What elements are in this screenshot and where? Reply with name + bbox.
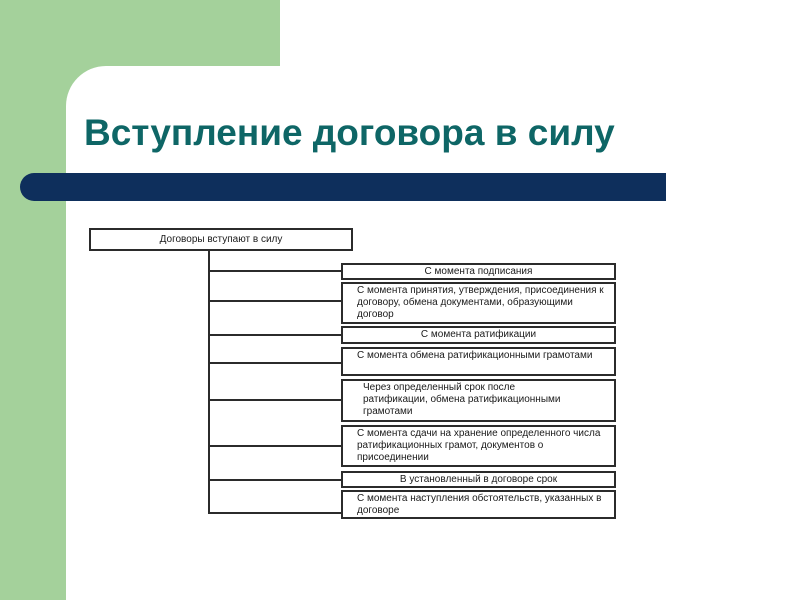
entry-label: С момента подписания	[424, 266, 533, 277]
treaty-entry-diagram	[86, 226, 618, 526]
entry-label: Через определенный срок после ратификации, обмена ратификационными грамотами	[363, 382, 561, 417]
root-box	[89, 228, 353, 251]
entry-box-after-period	[341, 379, 616, 422]
connector-line	[208, 334, 342, 336]
entry-label: С момента наступления обстоятельств, указанных в договоре	[357, 493, 602, 516]
entry-label: С момента ратификации	[420, 329, 537, 340]
title-underline-bar	[20, 173, 666, 201]
entry-box-ratification	[341, 326, 616, 344]
entry-box-signing	[341, 263, 616, 280]
entry-label: С момента обмена ратификационными грамотами	[357, 350, 593, 361]
connector-line	[208, 270, 342, 272]
entry-box-set-term	[341, 471, 616, 488]
entry-label: С момента сдачи на хранение определенного числа ратификационных грамот, документов о присоединении	[357, 428, 601, 463]
background-green-strip	[0, 0, 66, 600]
connector-line	[208, 445, 342, 447]
entry-box-exchange	[341, 347, 616, 376]
connector-trunk	[208, 251, 210, 513]
connector-line	[208, 399, 342, 401]
entry-label: В установленный в договоре срок	[399, 474, 558, 485]
connector-line	[208, 362, 342, 364]
entry-label: С момента принятия, утверждения, присоединения к договору, обмена документами, образующими договор	[357, 285, 604, 320]
connector-line	[208, 512, 342, 514]
entry-box-acceptance	[341, 282, 616, 324]
slide-title: Вступление договора в силу	[84, 112, 615, 153]
entry-box-deposit	[341, 425, 616, 467]
entry-box-circumstances	[341, 490, 616, 519]
connector-line	[208, 300, 342, 302]
root-label: Договоры вступают в силу	[159, 234, 283, 245]
connector-line	[208, 479, 342, 481]
